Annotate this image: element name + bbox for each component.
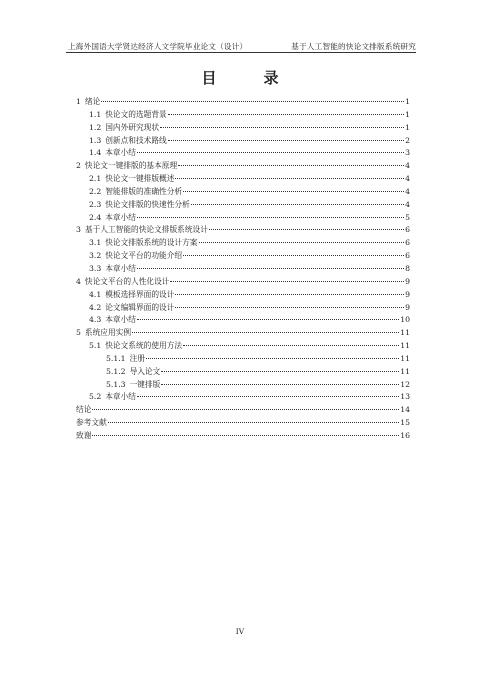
toc-entry-text: 创新点和技术路线 bbox=[105, 135, 167, 145]
toc-entry-number: 5.1.2 bbox=[106, 366, 126, 376]
toc-entry-label bbox=[76, 404, 91, 417]
toc-dot-leader bbox=[137, 396, 399, 397]
toc-dot-leader bbox=[137, 152, 404, 153]
header-left-text: 上海外国语大学贤达经济人文学院毕业论文（设计） bbox=[68, 42, 248, 51]
toc-entry-page: 9 bbox=[405, 302, 410, 312]
toc-entry-page: 16 bbox=[400, 430, 410, 440]
toc-entry-label bbox=[89, 122, 159, 135]
toc-entry-number: 5.1 bbox=[89, 341, 102, 351]
toc-dot-leader bbox=[161, 384, 399, 385]
toc-entry-page: 11 bbox=[400, 366, 410, 376]
toc-entry-page: 1 bbox=[405, 109, 410, 119]
toc-entry-text: 国内外研究现状 bbox=[105, 122, 160, 132]
toc-entry-page: 8 bbox=[405, 263, 410, 273]
toc-entry[interactable] bbox=[76, 302, 410, 315]
toc-entry-page: 3 bbox=[405, 148, 410, 158]
toc-entry-text: 绪论 bbox=[84, 97, 101, 106]
toc-entry-page: 11 bbox=[400, 328, 410, 338]
toc-entry[interactable] bbox=[76, 237, 410, 250]
toc-entry-page: 11 bbox=[400, 353, 410, 363]
toc-entry-number: 1.3 bbox=[89, 135, 102, 145]
toc-entry[interactable] bbox=[76, 327, 410, 340]
toc-entry-number: 3 bbox=[76, 225, 81, 235]
toc-entry[interactable] bbox=[76, 379, 410, 392]
toc-dot-leader bbox=[168, 140, 404, 141]
toc-entry-number: 4.1 bbox=[89, 289, 102, 299]
toc-entry-label bbox=[76, 327, 131, 340]
toc-entry-text: 本章小结 bbox=[105, 263, 136, 273]
toc-entry-page: 15 bbox=[400, 418, 410, 428]
toc-entry[interactable] bbox=[76, 212, 410, 225]
toc-dot-leader bbox=[175, 294, 404, 295]
toc-entry[interactable] bbox=[76, 263, 410, 276]
toc-entry-page: 14 bbox=[400, 405, 410, 415]
toc-entry-text: 系统应用实例 bbox=[84, 328, 132, 338]
toc-entry-label bbox=[89, 173, 174, 186]
toc-entry-label bbox=[89, 186, 182, 199]
toc-entry-label bbox=[76, 96, 100, 109]
table-of-contents bbox=[76, 96, 410, 443]
toc-entry-label bbox=[89, 199, 190, 212]
toc-entry-text: 快论文平台的功能介绍 bbox=[105, 251, 183, 261]
toc-entry-text: 智能排版的准确性分析 bbox=[105, 186, 183, 196]
toc-entry-page: 1 bbox=[405, 97, 410, 106]
toc-entry-text: 论文编辑界面的设计 bbox=[105, 302, 175, 312]
toc-entry[interactable] bbox=[76, 353, 410, 366]
header-right-text: 基于人工智能的快论文排版系统研究 bbox=[291, 42, 416, 51]
toc-entry[interactable] bbox=[76, 289, 410, 302]
toc-dot-leader bbox=[137, 319, 399, 320]
toc-entry-page: 13 bbox=[400, 392, 410, 402]
toc-entry[interactable] bbox=[76, 96, 410, 109]
toc-entry[interactable] bbox=[76, 430, 410, 443]
toc-entry-text: 基于人工智能的快论文排版系统设计 bbox=[84, 225, 208, 235]
toc-entry-number: 3.1 bbox=[89, 238, 102, 248]
toc-entry-text: 快论文系统的使用方法 bbox=[105, 341, 183, 351]
toc-entry-text: 致谢 bbox=[76, 430, 92, 440]
toc-entry[interactable] bbox=[76, 199, 410, 212]
toc-dot-leader bbox=[168, 114, 404, 115]
toc-entry[interactable] bbox=[76, 135, 410, 148]
toc-entry-label bbox=[76, 430, 91, 443]
toc-dot-leader bbox=[178, 165, 404, 166]
toc-entry-number: 4.2 bbox=[89, 302, 102, 312]
toc-dot-leader bbox=[183, 191, 404, 192]
toc-entry-page: 4 bbox=[405, 174, 410, 184]
toc-dot-leader bbox=[183, 255, 404, 256]
toc-entry-page: 9 bbox=[405, 276, 410, 286]
toc-dot-leader bbox=[161, 371, 399, 372]
toc-dot-leader bbox=[160, 127, 404, 128]
toc-entry-text: 结论 bbox=[76, 405, 92, 415]
toc-entry-text: 一键排版 bbox=[129, 379, 161, 389]
toc-entry-number: 3.3 bbox=[89, 263, 102, 273]
toc-dot-leader bbox=[175, 178, 404, 179]
toc-entry[interactable] bbox=[76, 417, 410, 430]
toc-dot-leader bbox=[146, 358, 399, 359]
toc-entry-text: 本章小结 bbox=[105, 148, 136, 158]
toc-entry-number: 4.3 bbox=[89, 315, 102, 325]
toc-dot-leader bbox=[92, 409, 399, 410]
toc-entry-label bbox=[89, 212, 136, 225]
toc-entry-label bbox=[89, 237, 198, 250]
toc-entry-label bbox=[89, 314, 136, 327]
toc-entry[interactable] bbox=[76, 250, 410, 263]
toc-entry-text: 快论文一键排版概述 bbox=[105, 174, 175, 184]
toc-entry-number: 5 bbox=[76, 328, 81, 338]
toc-entry-page: 1 bbox=[405, 122, 410, 132]
toc-entry-text: 导入论文 bbox=[129, 366, 161, 376]
toc-entry-label bbox=[89, 289, 174, 302]
toc-dot-leader bbox=[132, 332, 399, 333]
toc-dot-leader bbox=[209, 229, 404, 230]
toc-entry[interactable] bbox=[76, 276, 410, 289]
toc-dot-leader bbox=[175, 307, 404, 308]
toc-entry-label bbox=[89, 135, 167, 148]
toc-entry-text: 模板选择界面的设计 bbox=[105, 289, 175, 299]
toc-entry-label bbox=[106, 353, 145, 366]
toc-entry-label bbox=[89, 250, 182, 263]
toc-entry[interactable] bbox=[76, 122, 410, 135]
toc-entry-text: 本章小结 bbox=[105, 315, 136, 325]
toc-entry[interactable] bbox=[76, 391, 410, 404]
toc-entry-label bbox=[89, 263, 136, 276]
toc-dot-leader bbox=[191, 204, 404, 205]
toc-entry[interactable] bbox=[76, 173, 410, 186]
toc-entry-page: 4 bbox=[405, 199, 410, 209]
page-title: 目 录 bbox=[201, 69, 295, 87]
toc-entry-number: 4 bbox=[76, 276, 81, 286]
toc-entry[interactable] bbox=[76, 224, 410, 237]
toc-entry-label bbox=[89, 109, 167, 122]
toc-dot-leader bbox=[199, 242, 405, 243]
toc-entry-label bbox=[76, 160, 177, 173]
toc-entry-text: 本章小结 bbox=[105, 392, 136, 402]
toc-entry[interactable] bbox=[76, 160, 410, 173]
toc-entry[interactable] bbox=[76, 366, 410, 379]
toc-entry-page: 4 bbox=[405, 161, 410, 171]
toc-dot-leader bbox=[183, 345, 399, 346]
toc-entry-label bbox=[89, 147, 136, 160]
toc-entry-text: 快论文平台的人性化设计 bbox=[84, 276, 170, 286]
toc-entry-text: 快论文的选题背景 bbox=[105, 109, 167, 119]
header-divider bbox=[66, 52, 416, 53]
toc-dot-leader bbox=[137, 217, 404, 218]
toc-entry-number: 5.1.1 bbox=[106, 353, 126, 363]
toc-entry-text: 本章小结 bbox=[105, 212, 136, 222]
toc-entry-text: 快论文排版的快速性分析 bbox=[105, 199, 190, 209]
page-number: IV bbox=[235, 627, 245, 636]
toc-entry[interactable] bbox=[76, 314, 410, 327]
toc-dot-leader bbox=[101, 101, 404, 102]
toc-entry-label bbox=[89, 391, 136, 404]
toc-entry-label bbox=[106, 366, 160, 379]
toc-entry-page: 4 bbox=[405, 186, 410, 196]
toc-entry-page: 9 bbox=[405, 289, 410, 299]
toc-entry[interactable] bbox=[76, 109, 410, 122]
toc-entry-page: 12 bbox=[400, 379, 410, 389]
toc-entry-page: 11 bbox=[400, 341, 410, 351]
toc-entry-number: 2.4 bbox=[89, 212, 102, 222]
toc-entry-number: 2.1 bbox=[89, 174, 102, 184]
toc-entry-number: 3.2 bbox=[89, 251, 102, 261]
toc-entry-number: 2 bbox=[76, 161, 81, 171]
toc-entry-number: 5.1.3 bbox=[106, 379, 126, 389]
toc-entry-label bbox=[89, 340, 182, 353]
toc-entry-text: 快论文排版系统的设计方案 bbox=[105, 238, 198, 248]
toc-dot-leader bbox=[170, 281, 404, 282]
toc-entry-number: 1.2 bbox=[89, 122, 102, 132]
toc-entry[interactable] bbox=[76, 147, 410, 160]
toc-entry-label bbox=[89, 302, 174, 315]
toc-entry-page: 2 bbox=[405, 135, 410, 145]
toc-dot-leader bbox=[92, 435, 399, 436]
toc-dot-leader bbox=[137, 268, 404, 269]
toc-entry-label bbox=[76, 224, 208, 237]
toc-entry-label bbox=[76, 417, 107, 430]
toc-entry-page: 6 bbox=[405, 225, 410, 235]
toc-entry-number: 1.1 bbox=[89, 109, 102, 119]
toc-entry-number: 5.2 bbox=[89, 392, 102, 402]
toc-dot-leader bbox=[108, 422, 399, 423]
toc-entry-number: 1.4 bbox=[89, 148, 102, 158]
toc-entry[interactable] bbox=[76, 404, 410, 417]
toc-entry-text: 注册 bbox=[129, 353, 145, 363]
toc-entry-page: 6 bbox=[405, 238, 410, 248]
toc-entry-label bbox=[76, 276, 169, 289]
toc-entry-text: 快论文一键排版的基本原理 bbox=[84, 161, 178, 171]
toc-entry-text: 参考文献 bbox=[76, 418, 107, 428]
toc-entry-label bbox=[106, 379, 160, 392]
toc-entry-number: 2.2 bbox=[89, 186, 102, 196]
toc-entry-page: 6 bbox=[405, 251, 410, 261]
toc-entry[interactable] bbox=[76, 186, 410, 199]
toc-entry[interactable] bbox=[76, 340, 410, 353]
toc-entry-number: 2.3 bbox=[89, 199, 102, 209]
toc-entry-number: 1 bbox=[76, 97, 81, 106]
toc-entry-page: 5 bbox=[405, 212, 410, 222]
toc-entry-page: 10 bbox=[400, 315, 410, 325]
